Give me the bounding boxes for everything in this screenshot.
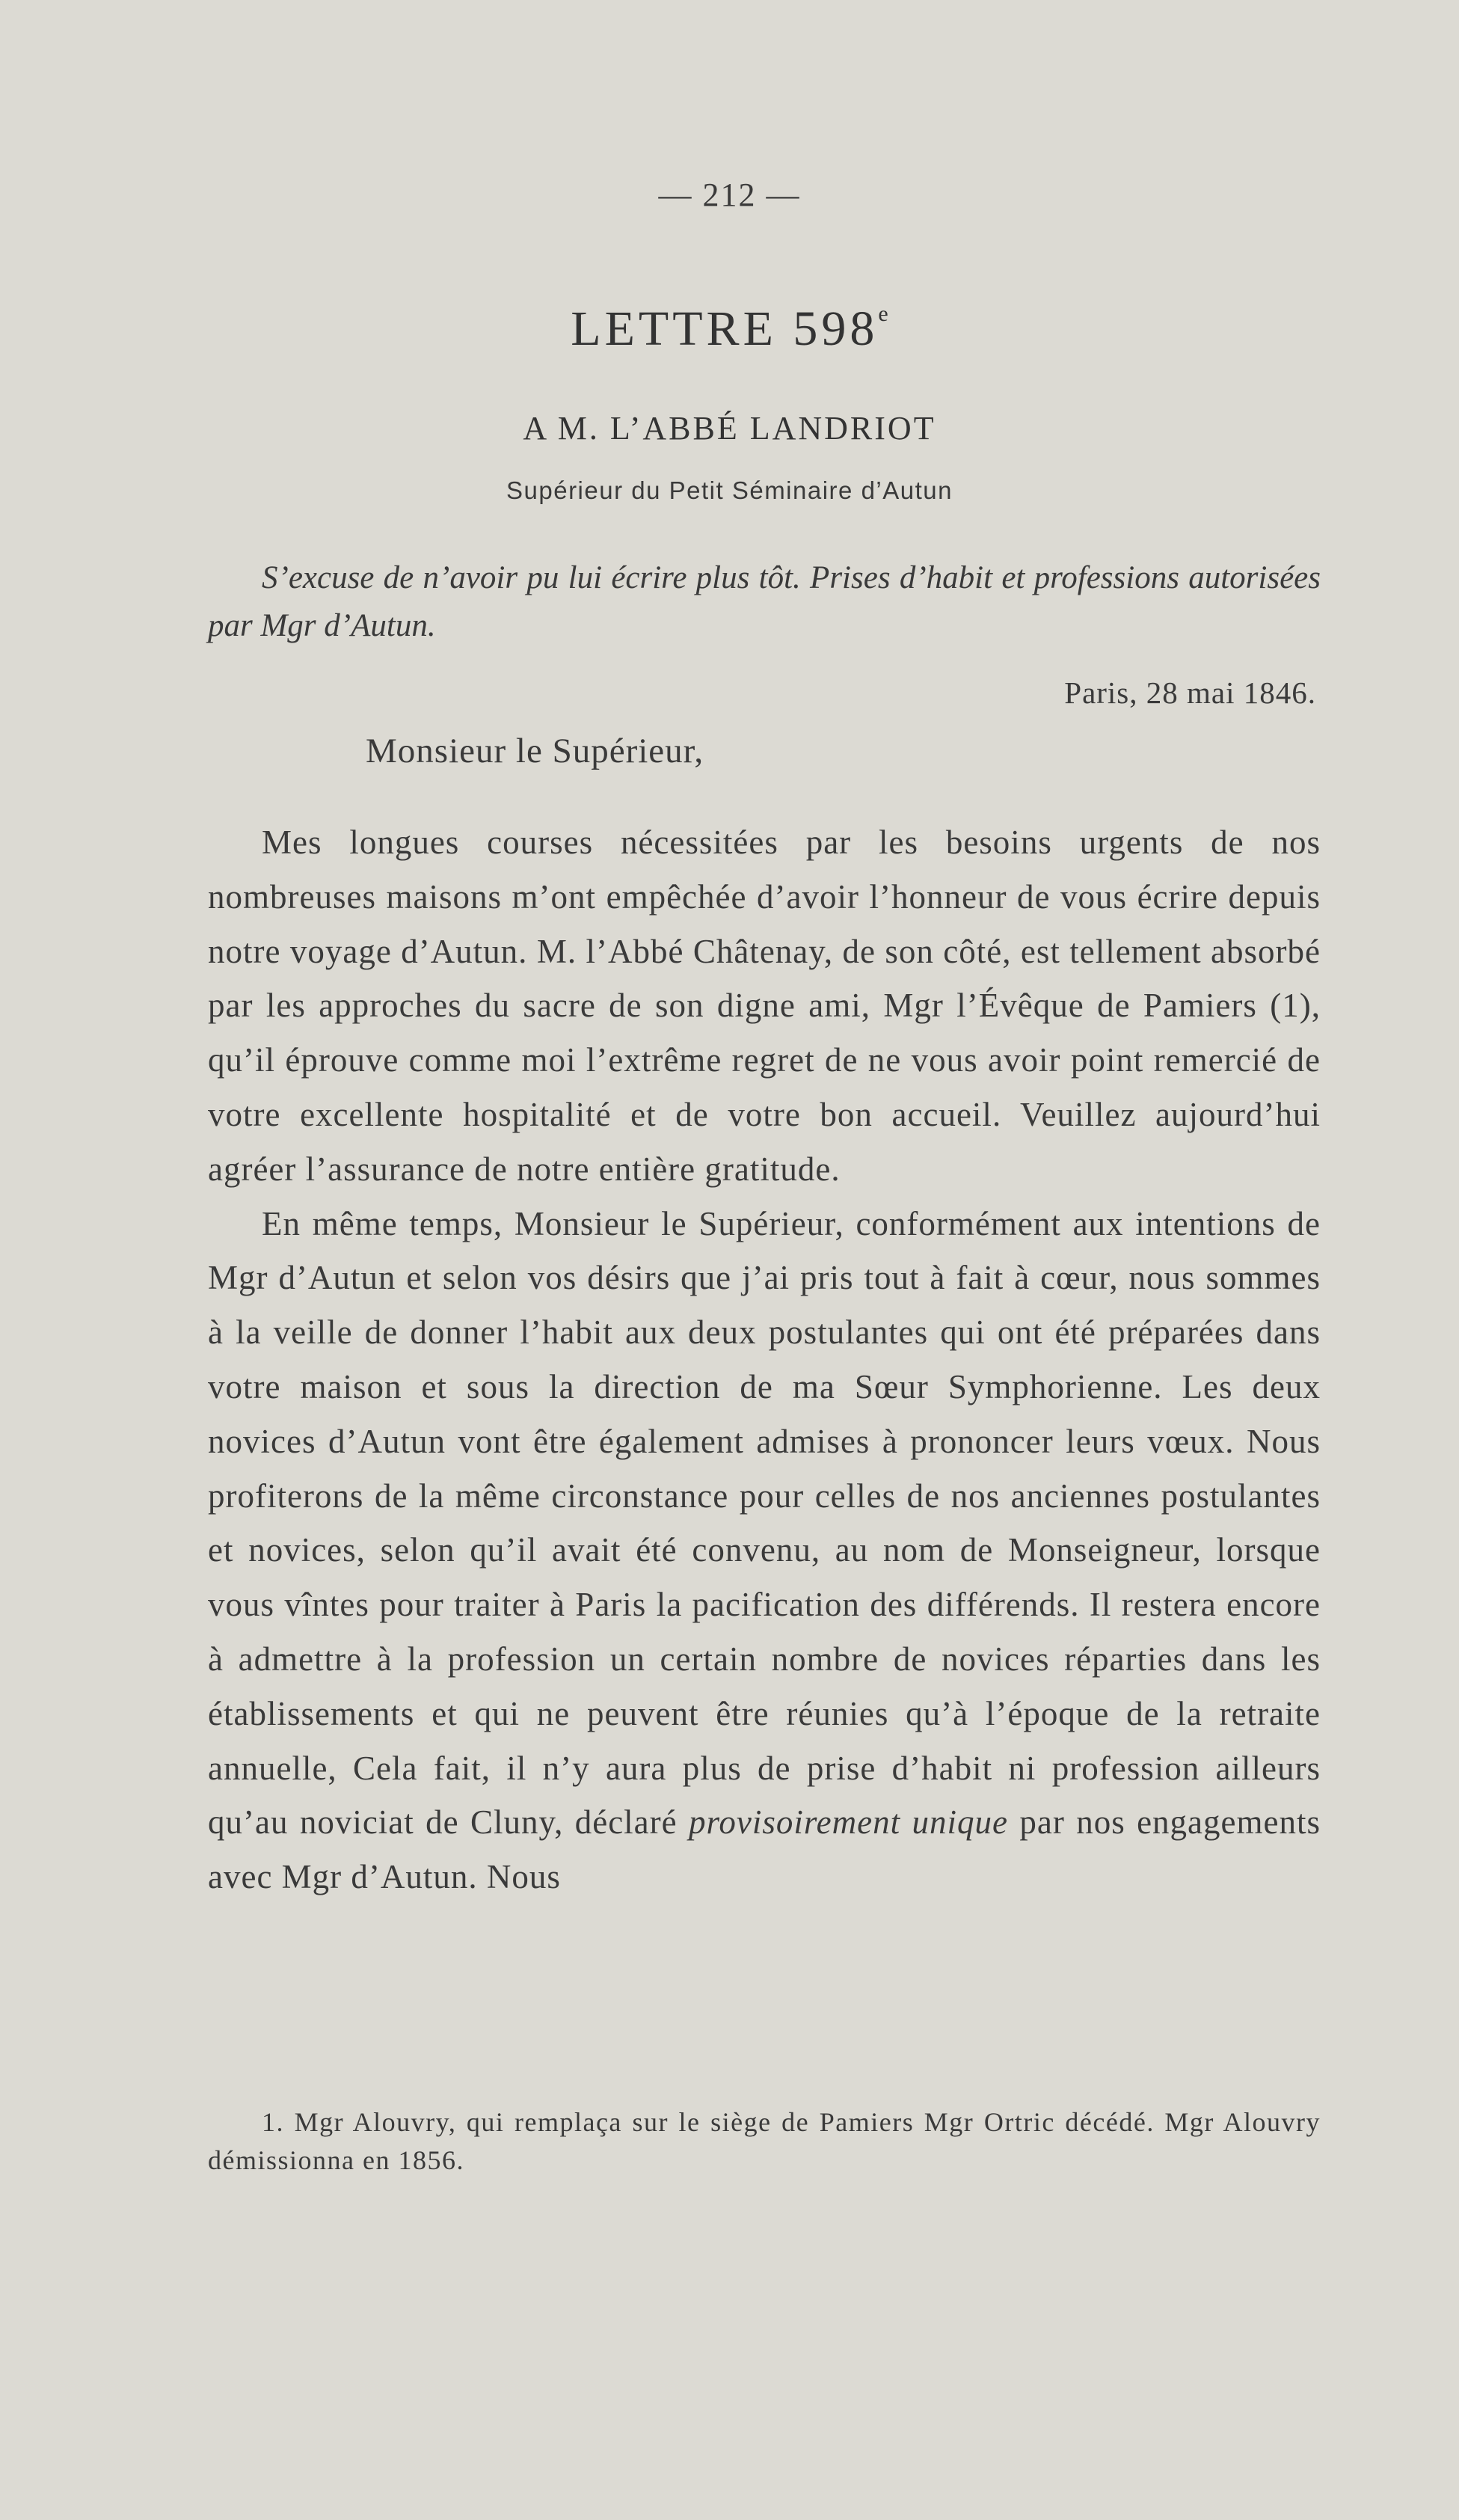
salutation: Monsieur le Supérieur,: [366, 732, 704, 770]
recipient-heading: A M. L’ABBÉ LANDRIOT: [523, 410, 936, 447]
body-paragraph-1: Mes longues courses nécessitées par les besoins urgents de nos nombreuses maisons m’ont empêchée d’avoir l’honneur de vous écrire depuis notre voyage d’Autun. M. l’Abbé Châtenay, de son côté, est tellement absorbé par les approches du sacre de son digne ami, Mgr l’Évêque de Pamiers (1), qu’il éprouve comme moi l’extrême regret de ne vous avoir point remercié de votre excellente hospitalité et de votre bon accueil. Veuillez aujourd’hui agréer l’assurance de notre entière gratitude.: [208, 824, 1321, 1188]
recipient-role: Supérieur du Petit Séminaire d’Autun: [506, 476, 953, 504]
page-number: — 212 —: [658, 177, 801, 213]
letter-title-text: LETTRE 598: [571, 301, 879, 356]
body-paragraph-2-start: En même temps, Monsieur le Supérieur, conformément aux intentions de Mgr d’Autun et selon vos désirs que j’ai pris tout à fait à cœur, nous sommes à la veille de donner l’habit aux deux postulantes qui ont été préparées dans votre maison et sous la direction de ma Sœur Symphorienne. Les deux novices d’Autun vont être également admises à prononcer leurs vœux. Nous profiterons de la même circonstance pour celles de nos anciennes postulantes et novices, selon qu’il avait été convenu, au nom de Monseigneur, lorsque vous vîntes pour traiter à Paris la pacification des différends. Il restera encore à admettre à la profession un certain nombre de novices réparties dans les établissements et qui ne peuvent être réunies qu’à l’époque de la retraite annuelle, Cela fait, il n’y aura plus de prise d’habit ni profession ailleurs qu’au noviciat de Cluny, déclaré: [208, 1204, 1321, 1842]
letter-body: [208, 815, 1321, 1904]
body-paragraph-2-end: par nos engagements avec Mgr d’Autun. Nous: [208, 1803, 1321, 1896]
letter-title: [0, 301, 1459, 358]
footnote: 1. Mgr Alouvry, qui remplaça sur le siège de Pamiers Mgr Ortric décédé. Mgr Alouvry démissionna en 1856.: [208, 2107, 1321, 2175]
dateline: Paris, 28 mai 1846.: [1064, 675, 1316, 710]
letter-title-suffix: e: [878, 301, 888, 326]
body-paragraph-2-emphasis: provisoirement unique: [689, 1803, 1008, 1842]
body-paragraph-2: [208, 1197, 1321, 1904]
letter-summary: S’excuse de n’avoir pu lui écrire plus tôt. Prises d’habit et professions autorisées par Mgr d’Autun.: [208, 560, 1321, 643]
